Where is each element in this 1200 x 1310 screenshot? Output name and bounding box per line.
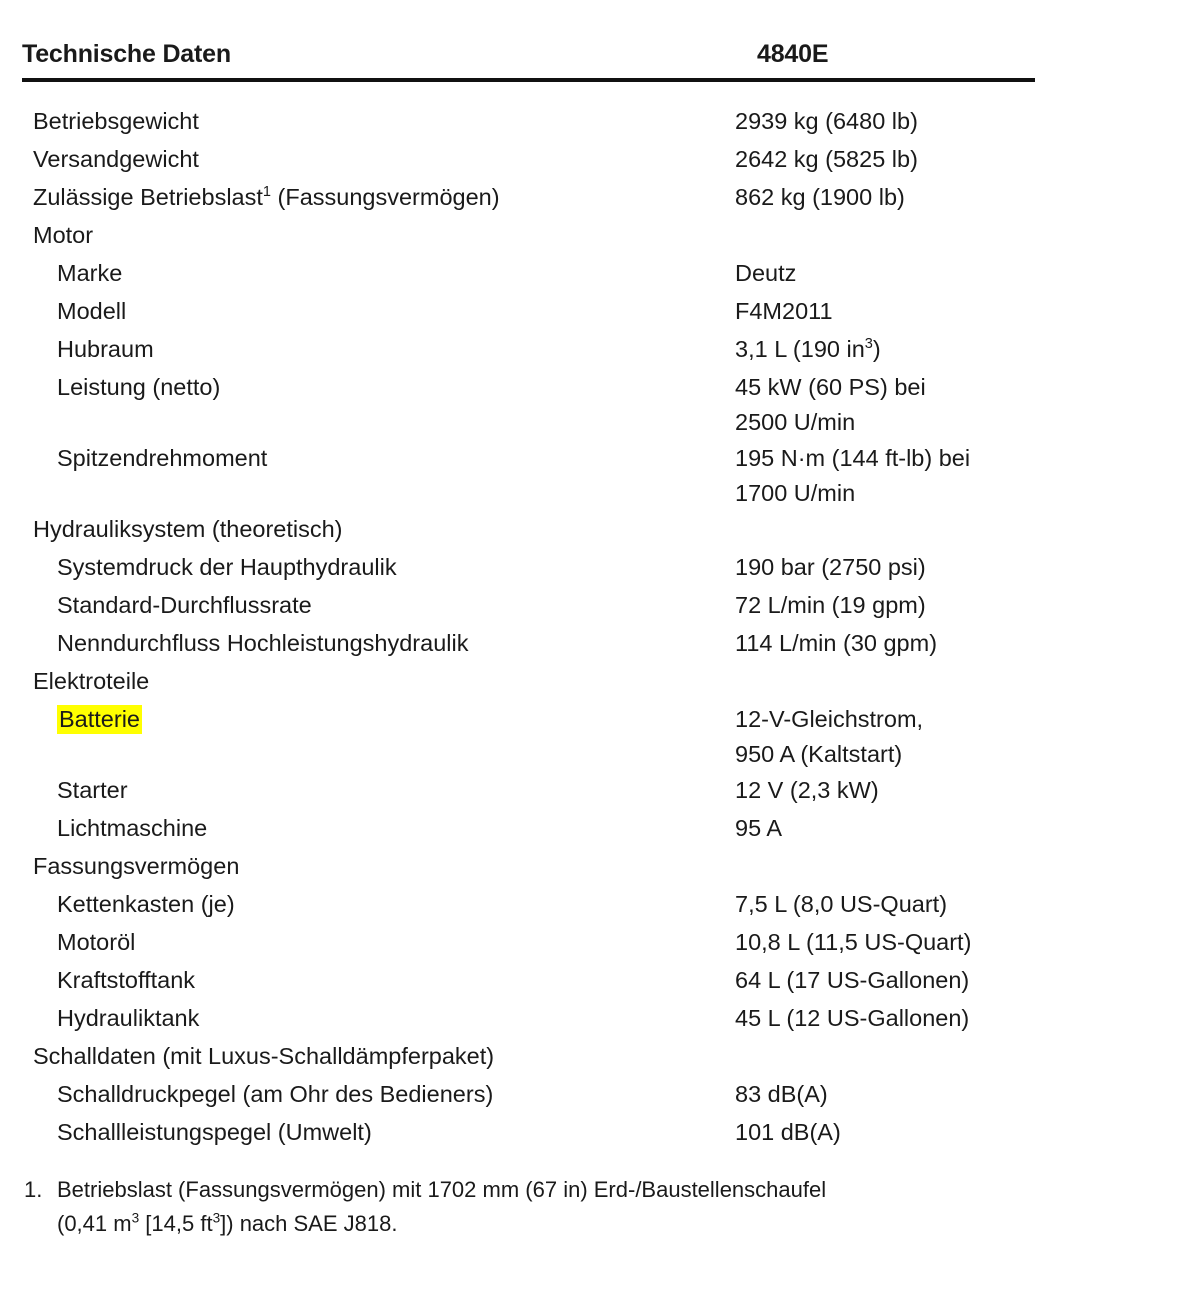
spec-label-sub	[0, 885, 735, 923]
spec-label-text: Fassungsvermögen	[33, 853, 240, 879]
spec-label-text: Kettenkasten (je)	[57, 891, 235, 917]
footnote-line-2-pre: (0,41 m	[57, 1211, 132, 1236]
footnote-line-2-mid: [14,5 ft	[139, 1211, 213, 1236]
spec-label-sub	[0, 439, 735, 477]
spec-label-text: Hydrauliksystem (theoretisch)	[33, 516, 343, 542]
spec-row	[0, 368, 1200, 439]
footnote-superscript-ft3: 3	[212, 1210, 221, 1226]
spec-value	[735, 254, 1200, 292]
spec-value-line: 72 L/min (19 gpm)	[735, 592, 926, 618]
spec-label-sub	[0, 961, 735, 999]
spec-row	[0, 961, 1200, 999]
spec-label-text: Marke	[57, 260, 123, 286]
header-divider	[22, 78, 1035, 82]
spec-row	[0, 178, 1200, 216]
spec-label-text: Starter	[57, 777, 128, 803]
spec-label-text: Leistung (netto)	[57, 374, 221, 400]
spec-value	[735, 885, 1200, 923]
spec-label-text: Standard-Durchflussrate	[57, 592, 312, 618]
spec-value	[735, 999, 1200, 1037]
spec-label-sub	[0, 771, 735, 809]
spec-value	[735, 368, 1200, 439]
spec-row	[0, 254, 1200, 292]
spec-label-section	[0, 178, 735, 216]
spec-value-superscript: 3	[864, 336, 873, 353]
spec-value-line: 195 N·m (144 ft-lb) bei	[735, 445, 971, 471]
footnote-number: 1.	[24, 1177, 43, 1202]
spec-value-line: 2500 U/min	[735, 409, 856, 435]
spec-label-section	[0, 216, 735, 254]
spec-value-text-cont: )	[872, 336, 881, 362]
spec-label-section	[0, 140, 735, 178]
spec-value	[735, 330, 1200, 368]
spec-value	[735, 771, 1200, 809]
spec-label-text: Hydrauliktank	[57, 1005, 200, 1031]
spec-row	[0, 809, 1200, 847]
footnote-item	[24, 1173, 1200, 1241]
spec-row	[0, 292, 1200, 330]
spec-sheet-header	[0, 40, 1200, 84]
spec-value-line: 45 kW (60 PS) bei	[735, 374, 926, 400]
spec-row	[0, 1075, 1200, 1113]
spec-value	[735, 102, 1200, 140]
spec-label-section	[0, 847, 735, 885]
spec-label-sub	[0, 1075, 735, 1113]
spec-value	[735, 624, 1200, 662]
spec-value-line: 190 bar (2750 psi)	[735, 554, 926, 580]
spec-value	[735, 809, 1200, 847]
spec-value	[735, 923, 1200, 961]
spec-row	[0, 586, 1200, 624]
spec-label-section	[0, 662, 735, 700]
spec-value	[735, 586, 1200, 624]
spec-value	[735, 178, 1200, 216]
spec-label-text: Lichtmaschine	[57, 815, 208, 841]
spec-value-line: 12-V-Gleichstrom,	[735, 706, 924, 732]
spec-label-sub	[0, 368, 735, 406]
spec-row	[0, 439, 1200, 510]
spec-row	[0, 1113, 1200, 1151]
spec-value-line: 114 L/min (30 gpm)	[735, 630, 938, 656]
spec-value	[735, 700, 1200, 771]
spec-label-text: Nenndurchfluss Hochleistungshydraulik	[57, 630, 469, 656]
spec-value	[735, 140, 1200, 178]
specifications-list	[0, 102, 1200, 1151]
spec-label-sub	[0, 700, 735, 738]
spec-value-line: 12 V (2,3 kW)	[735, 777, 879, 803]
spec-row	[0, 216, 1200, 254]
spec-value-line: 950 A (Kaltstart)	[735, 741, 903, 767]
spec-label-section	[0, 1037, 735, 1075]
spec-value-line: 83 dB(A)	[735, 1081, 828, 1107]
spec-label-text: Schalldruckpegel (am Ohr des Bedieners)	[57, 1081, 494, 1107]
spec-value-line: 10,8 L (11,5 US-Quart)	[735, 929, 972, 955]
spec-value-line: 2939 kg (6480 lb)	[735, 108, 918, 134]
spec-label-section	[0, 510, 735, 548]
model-designation: 4840E	[757, 40, 829, 68]
spec-row	[0, 140, 1200, 178]
footnote-line-1: Betriebslast (Fassungsvermögen) mit 1702 mm (67 in) Erd-/Baustellenschaufel	[57, 1177, 827, 1202]
spec-row	[0, 923, 1200, 961]
footnote-text	[57, 1173, 1017, 1241]
spec-label-text: Schalldaten (mit Luxus-Schalldämpferpaket)	[33, 1043, 495, 1069]
spec-label-sub	[0, 809, 735, 847]
spec-row	[0, 662, 1200, 700]
spec-value	[735, 1113, 1200, 1151]
spec-value-line: 95 A	[735, 815, 783, 841]
page-title: Technische Daten	[22, 40, 231, 68]
spec-value-line: 862 kg (1900 lb)	[735, 184, 905, 210]
spec-value-text: 3,1 L (190 in	[735, 336, 865, 362]
spec-value	[735, 1075, 1200, 1113]
spec-label-text: Versandgewicht	[33, 146, 199, 172]
spec-label-text: Betriebsgewicht	[33, 108, 199, 134]
spec-label-sub	[0, 999, 735, 1037]
spec-label-text: Motor	[33, 222, 94, 248]
spec-value-line: 1700 U/min	[735, 480, 856, 506]
spec-value-line: 101 dB(A)	[735, 1119, 841, 1145]
spec-value-line	[735, 330, 1200, 368]
spec-value	[735, 961, 1200, 999]
spec-label-sub	[0, 923, 735, 961]
spec-label-text-cont: (Fassungsvermögen)	[271, 184, 500, 210]
spec-value-line: 45 L (12 US-Gallonen)	[735, 1005, 970, 1031]
spec-label-text: Elektroteile	[33, 668, 150, 694]
spec-label-text: Kraftstofftank	[57, 967, 196, 993]
spec-sheet-page	[0, 40, 1200, 1310]
spec-label-sub	[0, 548, 735, 586]
footnotes-section	[0, 1173, 1200, 1241]
spec-row	[0, 700, 1200, 771]
spec-row	[0, 510, 1200, 548]
spec-label-text: Modell	[57, 298, 127, 324]
spec-row	[0, 330, 1200, 368]
spec-row	[0, 999, 1200, 1037]
spec-value	[735, 439, 1200, 510]
spec-value-line: 2642 kg (5825 lb)	[735, 146, 918, 172]
spec-row	[0, 847, 1200, 885]
spec-label-sub	[0, 624, 735, 662]
spec-row	[0, 771, 1200, 809]
spec-row	[0, 885, 1200, 923]
spec-row	[0, 102, 1200, 140]
spec-row	[0, 548, 1200, 586]
spec-label-text: Schallleistungspegel (Umwelt)	[57, 1119, 372, 1145]
spec-label-sub	[0, 292, 735, 330]
spec-value-line: 64 L (17 US-Gallonen)	[735, 967, 970, 993]
footnote-line-2-post: ]) nach SAE J818.	[220, 1211, 398, 1236]
spec-label-text: Motoröl	[57, 929, 136, 955]
spec-label-text: Systemdruck der Haupthydraulik	[57, 554, 397, 580]
highlighted-spec-label: Batterie	[59, 706, 140, 732]
spec-label-sub	[0, 254, 735, 292]
footnote-superscript-m3: 3	[131, 1210, 140, 1226]
spec-label-text: Spitzendrehmoment	[57, 445, 268, 471]
spec-label-superscript: 1	[262, 184, 271, 201]
spec-value	[735, 548, 1200, 586]
spec-label-sub	[0, 1113, 735, 1151]
spec-label-sub	[0, 586, 735, 624]
spec-value-line: F4M2011	[735, 298, 833, 324]
spec-row	[0, 624, 1200, 662]
spec-value-line: Deutz	[735, 260, 797, 286]
spec-label-text: Zulässige Betriebslast	[33, 184, 263, 210]
spec-label-sub	[0, 330, 735, 368]
spec-value	[735, 292, 1200, 330]
spec-row	[0, 1037, 1200, 1075]
spec-label-text: Hubraum	[57, 336, 154, 362]
spec-value-line: 7,5 L (8,0 US-Quart)	[735, 891, 948, 917]
spec-label-section	[0, 102, 735, 140]
